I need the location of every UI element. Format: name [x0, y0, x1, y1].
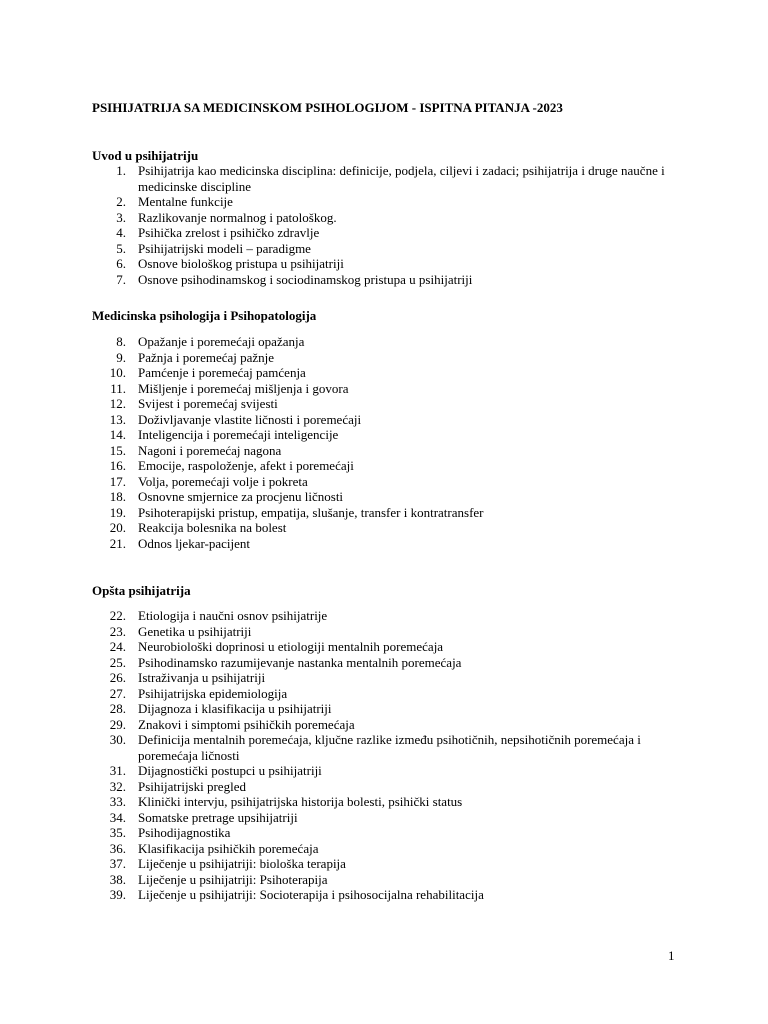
question-item — [92, 686, 692, 702]
question-number: 10. — [109, 365, 126, 380]
question-list — [92, 163, 692, 287]
question-item — [92, 887, 692, 903]
question-text: Osnovne smjernice za procjenu ličnosti — [138, 489, 344, 504]
question-number: 32. — [109, 778, 126, 794]
question-text: Pažnja i poremećaj pažnje — [138, 349, 275, 365]
question-item — [92, 872, 692, 888]
question-number: 26. — [109, 670, 126, 685]
question-text: Liječenje u psihijatriji: biološka terapija — [138, 856, 346, 871]
question-number: 3. — [116, 209, 126, 225]
section-medicinska-psihologija — [92, 308, 692, 551]
question-item — [92, 717, 692, 733]
question-number: 36. — [109, 840, 126, 856]
question-item — [92, 536, 692, 552]
question-text: Genetika u psihijatriji — [138, 623, 252, 639]
question-number: 38. — [109, 871, 126, 887]
question-item — [92, 841, 692, 857]
question-item — [92, 427, 692, 443]
question-item — [92, 334, 692, 350]
question-number: 27. — [109, 685, 126, 701]
question-text: Osnove biološkog pristupa u psihijatriji — [138, 256, 344, 271]
question-item — [92, 396, 692, 412]
question-number: 2. — [116, 194, 126, 209]
question-number: 34. — [109, 809, 126, 825]
question-list — [92, 608, 692, 903]
question-item — [92, 412, 692, 428]
question-text: Neurobiološki doprinosi u etiologiji mentalnih poremećaja — [138, 639, 444, 654]
question-number: 28. — [109, 701, 126, 716]
section-heading: Opšta psihijatrija — [92, 583, 191, 598]
question-text: Odnos ljekar-pacijent — [138, 535, 251, 551]
question-item — [92, 350, 692, 366]
question-number: 24. — [109, 639, 126, 654]
question-text: Psihodijagnostika — [138, 825, 231, 840]
question-text: Klasifikacija psihičkih poremećaja — [138, 840, 319, 856]
question-text: Znakovi i simptomi psihičkih poremećaja — [138, 716, 355, 732]
question-text: Reakcija bolesnika na bolest — [138, 520, 287, 535]
question-item — [92, 701, 692, 717]
question-number: 8. — [116, 334, 126, 349]
question-number: 12. — [109, 396, 126, 411]
question-item — [92, 794, 692, 810]
question-item — [92, 810, 692, 826]
question-text: Doživljavanje vlastite ličnosti i poremećaji — [138, 411, 362, 427]
question-number: 19. — [109, 504, 126, 520]
question-number: 4. — [116, 225, 126, 240]
question-item — [92, 163, 692, 194]
question-number: 23. — [109, 623, 126, 639]
question-item — [92, 381, 692, 397]
question-number: 17. — [109, 473, 126, 489]
question-number: 11. — [110, 380, 126, 396]
question-text: Psihijatrija kao medicinska disciplina: definicije, podjela, ciljevi i zadaci; psihijatrija i druge naučne i medicinske discipline — [138, 163, 665, 194]
question-item — [92, 474, 692, 490]
question-number: 9. — [116, 349, 126, 365]
question-item — [92, 624, 692, 640]
page-number: 1 — [668, 948, 675, 963]
question-number: 1. — [116, 163, 126, 178]
question-text: Etiologija i naučni osnov psihijatrije — [138, 608, 328, 623]
question-item — [92, 505, 692, 521]
question-text: Svijest i poremećaj svijesti — [138, 396, 278, 411]
document-title: PSIHIJATRIJA SA MEDICINSKOM PSIHOLOGIJOM - ISPITNA PITANJA -2023 — [92, 100, 563, 115]
section-uvod — [92, 148, 692, 287]
question-text: Psihička zrelost i psihičko zdravlje — [138, 225, 320, 240]
question-text: Inteligencija i poremećaji inteligencije — [138, 427, 339, 442]
question-number: 25. — [109, 654, 126, 670]
question-text: Dijagnoza i klasifikacija u psihijatriji — [138, 701, 332, 716]
question-item — [92, 458, 692, 474]
question-text: Psihodinamsko razumijevanje nastanka mentalnih poremećaja — [138, 654, 462, 670]
question-number: 5. — [116, 240, 126, 256]
question-text: Emocije, raspoloženje, afekt i poremećaji — [138, 458, 354, 473]
question-text: Liječenje u psihijatriji: Socioterapija i psihosocijalna rehabilitacija — [138, 887, 484, 902]
question-item — [92, 732, 692, 763]
question-text: Opažanje i poremećaji opažanja — [138, 334, 305, 349]
question-number: 18. — [109, 489, 126, 504]
question-text: Osnove psihodinamskog i sociodinamskog pristupa u psihijatriji — [138, 271, 473, 287]
question-item — [92, 365, 692, 381]
question-text: Dijagnostički postupci u psihijatriji — [138, 763, 322, 778]
section-heading: Medicinska psihologija i Psihopatologija — [92, 308, 317, 323]
question-item — [92, 443, 692, 459]
question-text: Definicija mentalnih poremećaja, ključne razlike između psihotičnih, nepsihotičnih poremećaja i poremećaja ličnosti — [138, 732, 641, 763]
section-heading: Uvod u psihijatriju — [92, 148, 199, 163]
question-item — [92, 763, 692, 779]
question-number: 30. — [109, 732, 126, 747]
question-list — [92, 334, 692, 551]
question-text: Istraživanja u psihijatriji — [138, 670, 266, 685]
question-item — [92, 520, 692, 536]
question-item — [92, 489, 692, 505]
question-item — [92, 225, 692, 241]
question-item — [92, 608, 692, 624]
question-number: 33. — [109, 794, 126, 809]
question-text: Klinički intervju, psihijatrijska historija bolesti, psihički status — [138, 794, 463, 809]
question-text: Razlikovanje normalnog i patološkog. — [138, 209, 337, 225]
question-text: Somatske pretrage upsihijatriji — [138, 809, 298, 825]
question-item — [92, 670, 692, 686]
question-number: 37. — [109, 856, 126, 871]
question-item — [92, 639, 692, 655]
question-number: 21. — [109, 535, 126, 551]
question-item — [92, 272, 692, 288]
question-number: 29. — [109, 716, 126, 732]
question-text: Liječenje u psihijatriji: Psihoterapija — [138, 871, 328, 887]
question-text: Volja, poremećaji volje i pokreta — [138, 473, 308, 489]
question-number: 31. — [109, 763, 126, 778]
question-item — [92, 856, 692, 872]
section-opsta-psihijatrija — [92, 583, 692, 903]
question-text: Nagoni i poremećaj nagona — [138, 442, 282, 458]
question-item — [92, 210, 692, 226]
question-item — [92, 241, 692, 257]
question-number: 39. — [109, 887, 126, 902]
question-text: Psihoterapijski pristup, empatija, slušanje, transfer i kontratransfer — [138, 504, 484, 520]
question-number: 14. — [109, 427, 126, 442]
question-number: 16. — [109, 458, 126, 473]
question-text: Mentalne funkcije — [138, 194, 233, 209]
question-number: 7. — [116, 271, 126, 287]
question-item — [92, 779, 692, 795]
question-text: Mišljenje i poremećaj mišljenja i govora — [138, 380, 349, 396]
question-number: 35. — [109, 825, 126, 840]
question-number: 6. — [116, 256, 126, 271]
question-item — [92, 655, 692, 671]
question-item — [92, 194, 692, 210]
question-text: Psihijatrijska epidemiologija — [138, 685, 288, 701]
question-item — [92, 825, 692, 841]
question-text: Pamćenje i poremećaj pamćenja — [138, 365, 306, 380]
question-text: Psihijatrijski pregled — [138, 778, 246, 794]
question-number: 22. — [109, 608, 126, 623]
question-text: Psihijatrijski modeli – paradigme — [138, 240, 311, 256]
question-item — [92, 256, 692, 272]
question-number: 20. — [109, 520, 126, 535]
question-number: 13. — [109, 411, 126, 427]
question-number: 15. — [109, 442, 126, 458]
